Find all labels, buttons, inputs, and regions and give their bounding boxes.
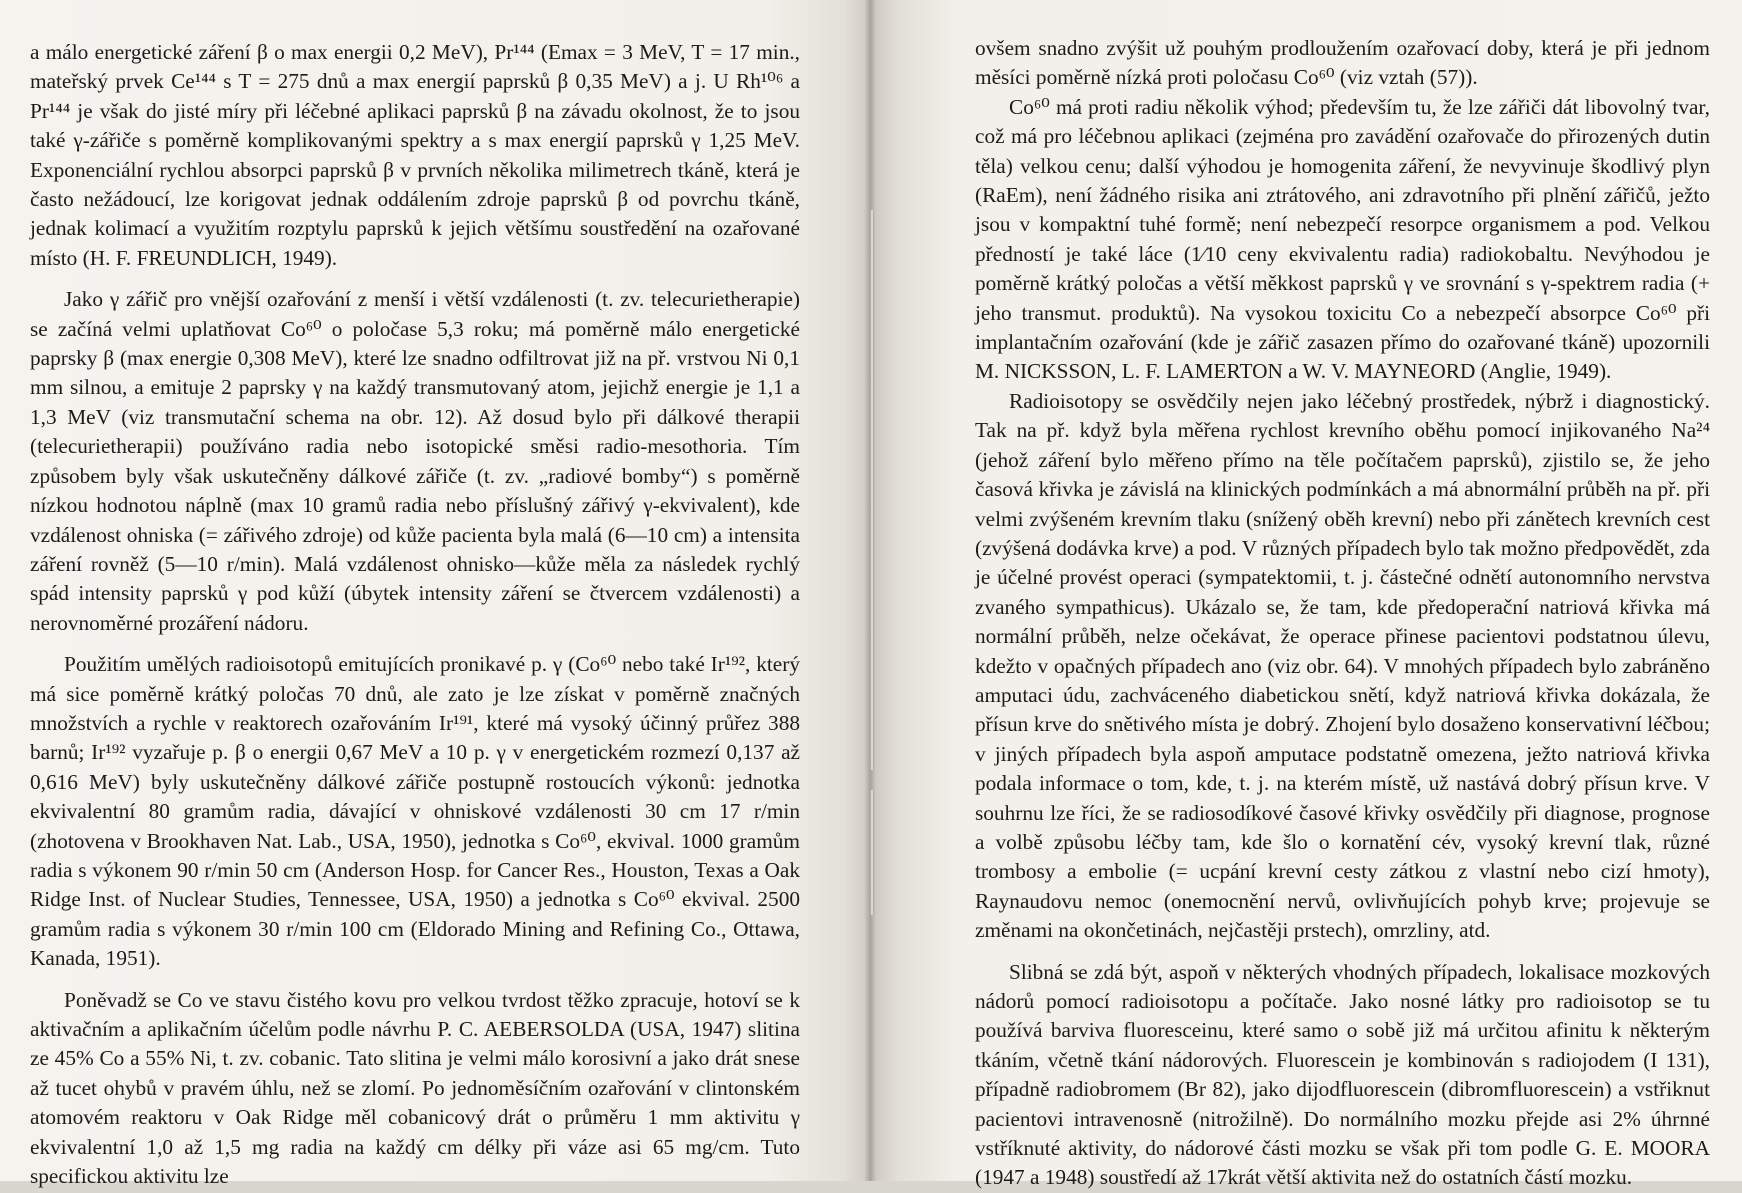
left-page	[0, 0, 870, 1189]
left-paragraph: Jako γ zářič pro vnější ozařování z menší i větší vzdálenosti (t. zv. telecurietherapie) se začíná velmi uplatňovat Co⁶⁰ o poločase 5,3 roku; má poměrně málo energetické paprsky β (max energie 0,308 MeV), které lze snadno odfiltrovat již na př. vrstvou Ni 0,1 mm silnou, a emituje 2 paprsky γ na každý transmutovaný atom, jejichž energie je 1,1 a 1,3 MeV (viz transmutační schema na obr. 12). Až dosud bylo při dálkové therapii (telecurietherapii) používáno radia nebo isotopické směsi radio-mesothoria. Tím způsobem byly však uskutečněny dálkové zářiče (t. zv. „radiové bomby“) s poměrně nízkou hodnotou náplně (max 10 gramů radia nebo příslušný zářivý γ-ekvivalent), kde vzdálenost ohniska (= zářivého zdroje) od kůže pacienta byla malá (6—10 cm) a intensita záření rovněž (5—10 r/min). Malá vzdálenost ohnisko—kůže měla za následek rychlý spád intensity paprsků γ pod kůží (úbytek intensity záření se čtvercem vzdálenosti) a nerovnoměrné prozáření nádoru.	[30, 287, 800, 635]
right-paragraph: Slibná se zdá být, aspoň v některých vhodných případech, lokalisace mozkových nádorů pomocí radioisotopu a počítače. Jako nosné látky pro radioisotop se tu používá barviva fluoresceinu, které samo o sobě již má určitou afinitu k některým tkáním, včetně tkání nádorových. Fluorescein je kombinován s radiojodem (I 131), případně radiobromem (Br 82), jako dijodfluorescein (dibromfluorescein) a vstřiknut pacientovi intravenosně (nitrožilně). Do normálního mozku přejde asi 2% úhrnné vstříknuté aktivity, do nádorové části mozku se však při tom podle G. E. MOORA (1947 a 1948) soustředí až 17krát větší aktivita než do ostatních částí mozku.	[975, 959, 1710, 1190]
binding-stitch	[870, 790, 874, 915]
binding-stitch	[870, 210, 874, 770]
right-paragraph: Radioisotopy se osvědčily nejen jako léčebný prostředek, nýbrž i diagnostický. Tak na př. když byla měřena rychlost krevního oběhu pomocí injikovaného Na²⁴ (jehož záření bylo měřeno přímo na těle počítačem paprsků), zjistilo se, že jeho časová křivka je závislá na klinických podmínkách a má abnormální průběh na př. při velmi zvýšeném krevním tlaku (snížený oběh krevní) nebo při zánětech krevních cest (zvýšená dodávka krve) a pod. V různých případech bylo tak možno předpovědět, zda je účelné provést operaci (sympatektomii, t. j. částečné odnětí autonomního nervstva zvaného sympathicus). Ukázalo se, že tam, kde předoperační natriová křivka má normální průběh, nelze očekávat, že operace přinese pacientovi podstatnou úlevu, kdežto v opačných případech ano (viz obr. 64). V mnohých případech bylo zabráněno amputaci údu, zachváceného diabetickou snětí, když natriová křivka dokázala, že přísun krve do snětivého místa je dobrý. Zhojení bylo dosaženo konservativní léčbou; v jiných případech byla aspoň amputace podstatně omezena, ježto natriová křivka podala informace o tom, kde, t. j. na kterém místě, už nastává dobrý přísun krve. V souhrnu lze říci, že se radiosodíkové časové křivky osvědčily při diagnose, prognose a volbě způsobu léčby tam, kde šlo o kornatění cév, vysoký krevní tlak, různé trombosy a embolie (= ucpání krevní cesty zátkou z vlastní nebo cizí hmoty), Raynaudovu nemoc (onemocnění nervů, ovlivňujících pohyb krve; projevuje se změnami na okončetinách, nejčastěji prstech), omrzliny, atd.	[975, 388, 1710, 943]
right-page-text	[975, 34, 1710, 1193]
left-paragraph: Použitím umělých radioisotopů emitujících pronikavé p. γ (Co⁶⁰ nebo také Ir¹⁹², který má sice poměrně krátký poločas 70 dnů, ale zato je lze získat v poměrně značných množstvích a rychle v reaktorech ozařováním Ir¹⁹¹, které má vysoký účinný průřez 388 barnů; Ir¹⁹² vyzařuje p. β o energii 0,67 MeV a 10 p. γ v energetickém rozmezí 0,137 až 0,616 MeV) byly uskutečněny dálkové zářiče postupně rostoucích výkonů: jednotka ekvivalentní 80 gramům radia, dávající v ohniskové vzdálenosti 30 cm 17 r/min (zhotovena v Brookhaven Nat. Lab., USA, 1950), jednotka s Co⁶⁰, ekvival. 1000 gramům radia s výkonem 90 r/min 50 cm (Anderson Hosp. for Cancer Res., Houston, Texas a Oak Ridge Inst. of Nuclear Studies, Tennessee, USA, 1950) a jednotka s Co⁶⁰ ekvival. 2500 gramům radia s výkonem 30 r/min 100 cm (Eldorado Mining and Refining Co., Ottawa, Kanada, 1951).	[30, 652, 800, 971]
left-paragraph: Poněvadž se Co ve stavu čistého kovu pro velkou tvrdost těžko zpracuje, hotoví se k aktivačním a aplikačním účelům podle návrhu P. C. AEBERSOLDA (USA, 1947) slitina ze 45% Co a 55% Ni, t. zv. cobanic. Tato slitina je velmi málo korosivní a jako drát snese až tucet ohybů v pravém úhlu, než se zlomí. Po jednoměsíčním ozařování v clintonském atomovém reaktoru v Oak Ridge měl cobanicový drát o průměru 1 mm aktivitu γ ekvivalentní 1,0 až 1,5 mg radia na každý cm délky při váze asi 65 mg/cm. Tuto specifickou aktivitu lze	[30, 987, 800, 1189]
right-paragraph: Co⁶⁰ má proti radiu několik výhod; především tu, že lze zářiči dát libovolný tvar, což má pro léčebnou aplikaci (zejména pro zavádění ozařovače do přirozených dutin těla) velkou cenu; další výhodou je homogenita záření, že nevyvinuje škodlivý plyn (RaEm), není žádného risika ani ztrátového, ani zdravotního při plnění zářičů, ježto jsou v kompaktní tuhé formě; není nebezpečí resorpce organismem a pod. Velkou předností je také láce (1⁄10 ceny ekvivalentu radia) radiokobaltu. Nevýhodou je poměrně krátký poločas a větší měkkost paprsků γ ve srovnání s γ-spektrem radia (+ jeho transmut. produktů). Na vysokou toxicitu Co a nebezpečí absorpce Co⁶⁰ při implantačním ozařování (kde je zářič zasazen přímo do ozařované tkáně) upozornili M. NICKSSON, L. F. LAMERTON a W. V. MAYNEORD (Anglie, 1949).	[975, 94, 1710, 384]
left-paragraph: a málo energetické záření β o max energii 0,2 MeV), Pr¹⁴⁴ (Emax = 3 MeV, T = 17 min., mateřský prvek Ce¹⁴⁴ s T = 275 dnů a max energií paprsků β 0,35 MeV) a j. U Rh¹⁰⁶ a Pr¹⁴⁴ je však do jisté míry při léčebné aplikaci paprsků β na závadu okolnost, že to jsou také γ-zářiče s poměrně komplikovanými spektry a s max energií paprsků γ 1,25 MeV. Exponenciální rychlou absorpci paprsků β v prvních několika milimetrech tkáně, která je často nežádoucí, lze korigovat jednak oddálením zdroje paprsků β od povrchu tkáně, jednak kolimací a využitím rozptylu paprsků k jejich většímu soustředění na ozařované místo (H. F. FREUNDLICH, 1949).	[30, 40, 800, 270]
left-page-text	[30, 38, 800, 1191]
right-page	[870, 0, 1742, 1190]
right-paragraph: ovšem snadno zvýšit už pouhým prodloužením ozařovací doby, která je při jednom měsíci poměrně nízká proti poločasu Co⁶⁰ (viz vztah (57)).	[975, 36, 1710, 90]
